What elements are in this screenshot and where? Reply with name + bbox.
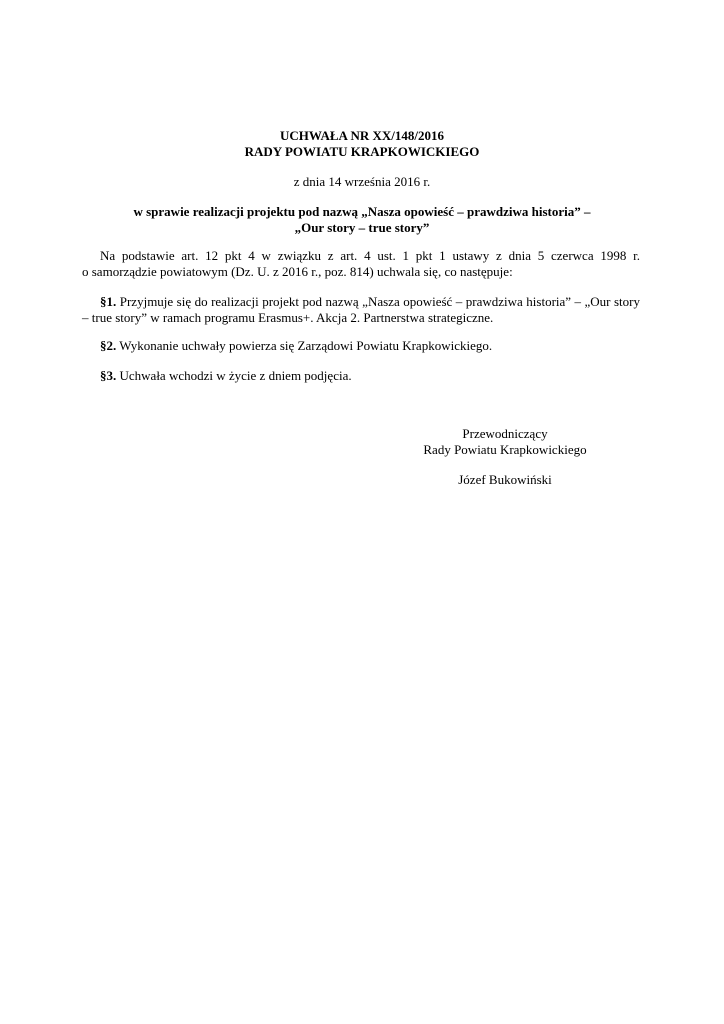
section-3-paragraph [82, 368, 640, 384]
section-3-mark: §3. [100, 368, 117, 383]
resolution-issuer: RADY POWIATU KRAPKOWICKIEGO [244, 144, 480, 159]
subject-line-2: „Our story – true story” [294, 220, 430, 235]
preamble-line-1: Na podstawie art. 12 pkt 4 w związku z art. 4 ust. 1 pkt 1 ustawy z dnia 5 czerwca 1998 r. [100, 248, 640, 263]
signature-role: Przewodniczący [462, 426, 548, 441]
subject-line-1: w sprawie realizacji projektu pod nazwą „Nasza opowieść – prawdziwa historia” – [133, 204, 591, 219]
resolution-number: UCHWAŁA NR XX/148/2016 [280, 128, 444, 143]
section-1-mark: §1. [100, 294, 117, 309]
signature-name: Józef Bukowiński [458, 472, 552, 487]
resolution-date: z dnia 14 września 2016 r. [293, 174, 431, 189]
section-2-line-1: §2. Wykonanie uchwały powierza się Zarządowi Powiatu Krapkowickiego. [100, 338, 493, 353]
section-3-line-1: §3. Uchwała wchodzi w życie z dniem podjęcia. [100, 368, 352, 383]
preamble-paragraph [82, 248, 640, 280]
preamble-line-2: o samorządzie powiatowym (Dz. U. z 2016 r., poz. 814) uchwala się, co następuje: [82, 264, 513, 279]
section-2-mark: §2. [100, 338, 117, 353]
signature-body: Rady Powiatu Krapkowickiego [423, 442, 587, 457]
section-2-paragraph [82, 338, 640, 354]
section-1-line-1: §1. Przyjmuje się do realizacji projekt pod nazwą „Nasza opowieść – prawdziwa historia” – „Our story [100, 294, 641, 309]
section-1-line-2: – true story” w ramach programu Erasmus+. Akcja 2. Partnerstwa strategiczne. [82, 310, 494, 325]
section-1-paragraph [82, 294, 640, 326]
